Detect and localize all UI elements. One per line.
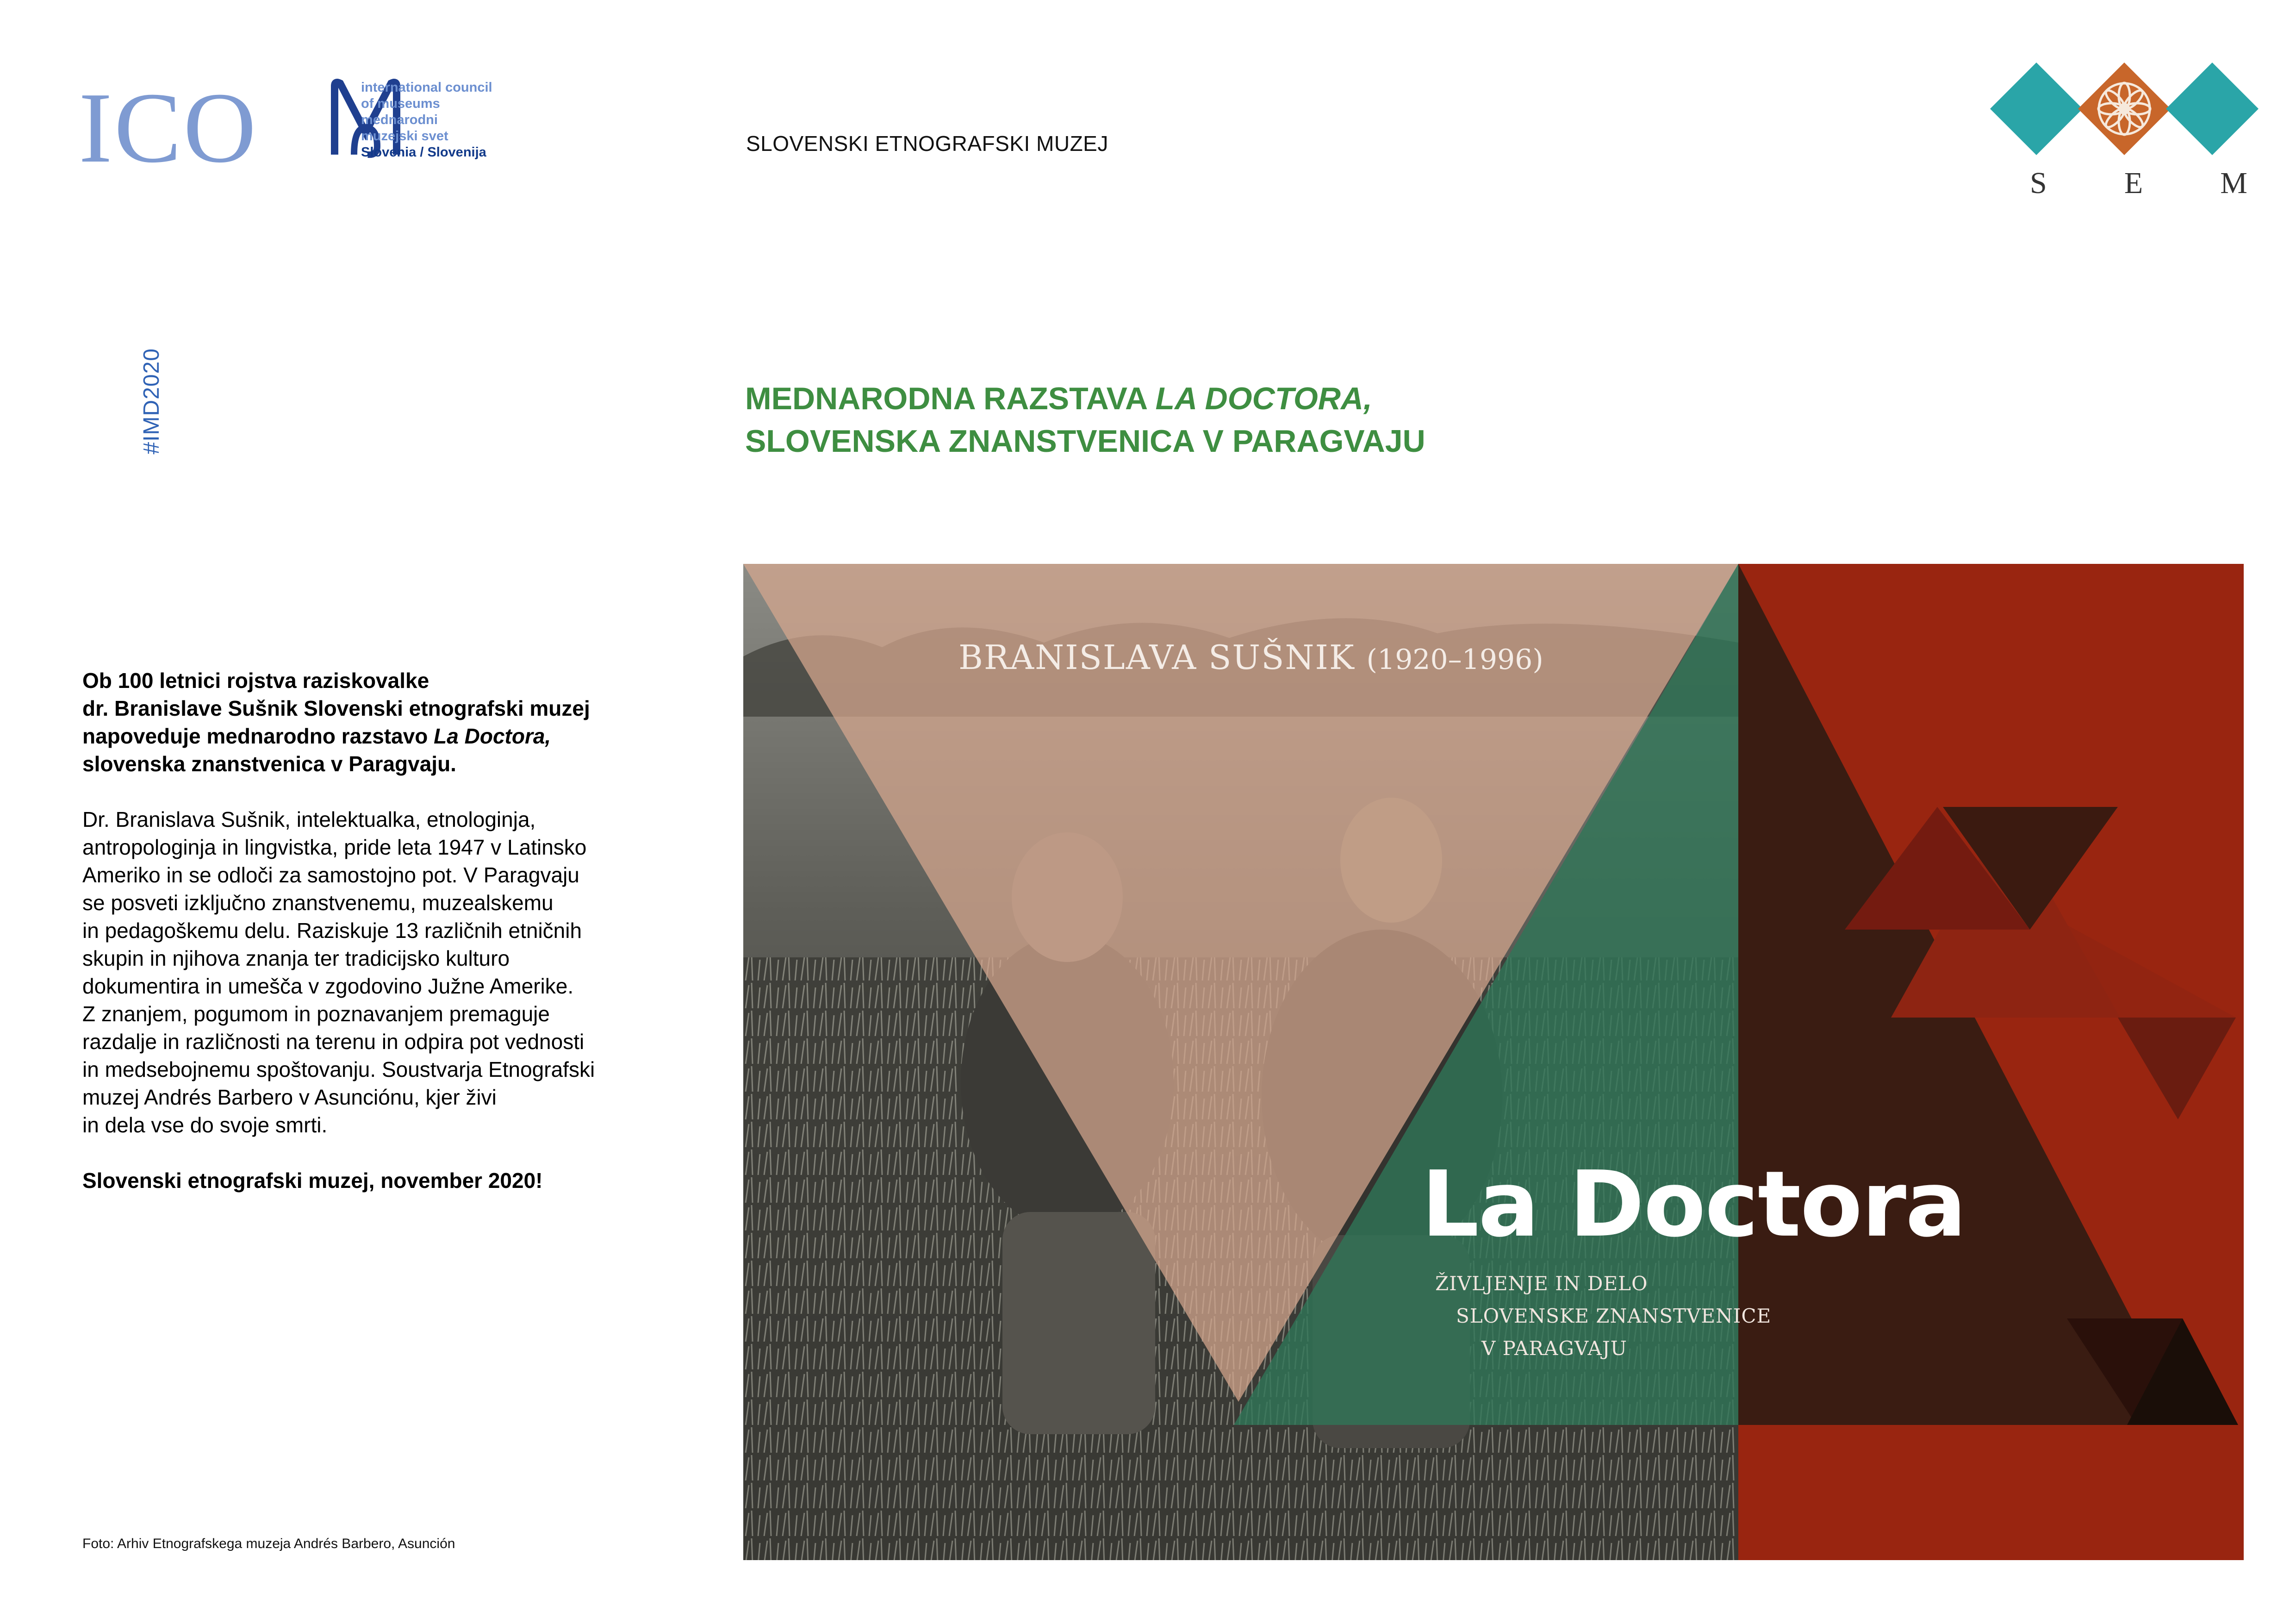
- icom-logo: [79, 72, 523, 184]
- intro-paragraph: Ob 100 letnici rojstva raziskovalke dr. Branislave Sušnik Slovenski etnografski muzej napoveduje mednarodno razstavo La Doctora, slovenska znanstvenica v Paragvaju.: [82, 668, 590, 776]
- icom-wordmark: ICO: [79, 72, 258, 184]
- museum-name: SLOVENSKI ETNOGRAFSKI MUZEJ: [746, 131, 1108, 156]
- sem-logo-icon: [1985, 58, 2263, 164]
- icom-country: Slovenia / Slovenija: [361, 145, 486, 160]
- announcement-text: [82, 667, 666, 1222]
- closing-line: Slovenski etnografski muzej, november 2020!: [82, 1168, 543, 1193]
- poster-subtitle-line: ŽIVLJENJE IN DELO: [1435, 1272, 1648, 1295]
- poster-title: La Doctora: [1421, 1152, 1966, 1257]
- poster-subject-name: BRANISLAVA SUŠNIK (1920–1996): [958, 638, 1543, 677]
- sem-logo-letters: S E M: [2030, 166, 2247, 200]
- exhibition-headline: MEDNARODNA RAZSTAVA LA DOCTORA, SLOVENSKA ZNANSTVENICA V PARAGVAJU: [745, 381, 1425, 459]
- body-paragraph: Dr. Branislava Sušnik, intelektualka, etnologinja, antropologinja in lingvistka, pride leta 1947 v Latinsko Ameriko in se odloči za samostojno pot. V Paragvaju se posveti izključno znanstvenemu, muzealskemu in pedagoškemu delu. Raziskuje 13 različnih etničnih skupin in njihova znanja ter tradicijsko kulturo dokumentira in umešča v zgodovino Južne Amerike. Z znanjem, pogumom in poznavanjem premaguje razdalje in različnosti na terenu in odpira pot vednosti in medsebojnemu spoštovanju. Soustvarja Etnografski muzej Andrés Barbero v Asunciónu, kjer živi in dela vse do svoje smrti.: [82, 807, 595, 1137]
- poster-subtitle-line: SLOVENSKE ZNANSTVENICE: [1456, 1305, 1772, 1327]
- exhibition-poster: [743, 564, 2244, 1560]
- poster-artwork: [743, 564, 2244, 1560]
- poster-subtitle-line: V PARAGVAJU: [1481, 1337, 1627, 1360]
- photo-credit: Foto: Arhiv Etnografskega muzeja Andrés Barbero, Asunción: [82, 1536, 455, 1551]
- hashtag: #IMD2020: [139, 348, 164, 455]
- icom-tagline: international council of museums mednarodni muzejski svet Slovenia / Slovenija: [361, 80, 492, 160]
